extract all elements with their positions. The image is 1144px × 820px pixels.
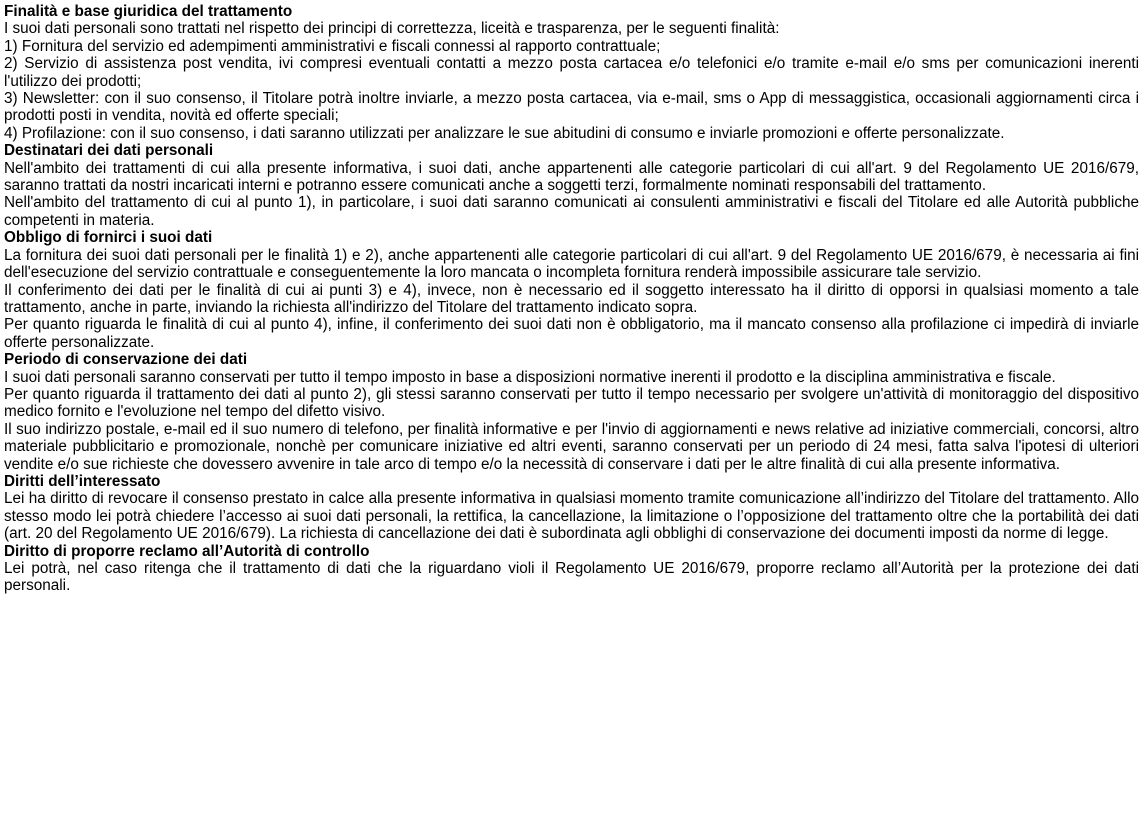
section-heading: Periodo di conservazione dei dati [4,351,248,369]
section-recipients [4,142,1139,229]
section-retention [4,351,1139,473]
paragraph: 3) Newsletter: con il suo consenso, il Titolare potrà inoltre inviarle, a mezzo posta cartacea, via e-mail, sms o App di messaggistica, occasionali aggiornamenti circa i prodotti posti in vendita, novità ed offerte speciali; [4,90,1139,125]
paragraph: Il conferimento dei dati per le finalità di cui ai punti 3) e 4), invece, non è necessario ed il soggetto interessato ha il diritto di opporsi in qualsiasi momento a tale trattamento, anche in parte, inviando la richiesta all'indirizzo del Titolare del trattamento indicato sopra. [4,281,1139,316]
section-heading: Destinatari dei dati personali [4,142,214,160]
section-heading: Finalità e base giuridica del trattamento [4,3,293,20]
section-heading: Diritti dell’interessato [4,472,161,490]
paragraph: 1) Fornitura del servizio ed adempimenti amministrativi e fiscali connessi al rapporto contrattuale; [4,37,661,55]
paragraph: Per quanto riguarda le finalità di cui al punto 4), infine, il conferimento dei suoi dati non è obbligatorio, ma il mancato consenso alla profilazione ci impedirà di inviarle offerte personalizzate. [4,316,1139,351]
paragraph: La fornitura dei suoi dati personali per le finalità 1) e 2), anche appartenenti alle categorie particolari di cui all'art. 9 del Regolamento UE 2016/679, è necessaria ai fini dell'esecuzione del servizio contrattuale e conseguentemente la loro mancata o incompleta fornitura renderà impossibile assicurare tale servizio. [4,246,1139,282]
paragraph: 2) Servizio di assistenza post vendita, ivi compresi eventuali contatti a mezzo posta cartacea e/o telefonici e/o tramite e-mail e/o sms per comunicazioni inerenti l'utilizzo dei prodotti; [4,55,1139,90]
section-obligation [4,229,1139,351]
paragraph: Nell'ambito dei trattamenti di cui alla presente informativa, i suoi dati, anche appartenenti alle categorie particolari di cui all'art. 9 del Regolamento UE 2016/679, saranno trattati da nostri incaricati interni e potranno essere comunicati anche a soggetti terzi, formalmente nominati responsabili del trattamento. [4,159,1139,195]
section-rights [4,473,1139,543]
paragraph: Lei ha diritto di revocare il consenso prestato in calce alla presente informativa in qualsiasi momento tramite comunicazione all’indirizzo del Titolare del trattamento. Allo stesso modo lei potrà chiedere l’accesso ai suoi dati personali, la rettifica, la cancellazione, la limitazione o l’opposizione del trattamento oltre che la portabilità dei dati (art. 20 del Regolamento UE 2016/679). La richiesta di cancellazione dei dati è subordinata agli obblighi di conservazione dei documenti imposti da norme di legge. [4,490,1139,543]
section-heading: Diritto di proporre reclamo all’Autorità di controllo [4,542,370,560]
paragraph: Il suo indirizzo postale, e-mail ed il suo numero di telefono, per finalità informative e per l'invio di aggiornamenti e news relative ad iniziative commerciali, concorsi, altro materiale pubblicitario e promozionale, nonchè per comunicare iniziative ed altri eventi, saranno conservati per un periodo di 24 mesi, fatta salva l'ipotesi di ulteriori vendite e/o sue richieste che dovessero avvenire in tale arco di tempo e/o la necessità di conservare i dati per le altre finalità di cui alla presente informativa. [4,420,1139,473]
paragraph: I suoi dati personali saranno conservati per tutto il tempo imposto in base a disposizioni normative inerenti il prodotto e la disciplina amministrativa e fiscale. [4,368,1056,386]
section-complaint [4,543,1139,595]
section-heading: Obbligo di fornirci i suoi dati [4,229,213,247]
paragraph: I suoi dati personali sono trattati nel rispetto dei principi di correttezza, liceità e trasparenza, per le seguenti finalità: [4,20,780,38]
section-purposes [4,3,1139,142]
paragraph: Lei potrà, nel caso ritenga che il trattamento di dati che la riguardano violi il Regolamento UE 2016/679, proporre reclamo all’Autorità per la protezione dei dati personali. [4,560,1139,595]
paragraph: 4) Profilazione: con il suo consenso, i dati saranno utilizzati per analizzare le sue abitudini di consumo e inviarle promozioni e offerte personalizzate. [4,124,1005,142]
paragraph: Nell'ambito del trattamento di cui al punto 1), in particolare, i suoi dati saranno comunicati ai consulenti amministrativi e fiscali del Titolare ed alle Autorità pubbliche competenti in materia. [4,194,1139,229]
paragraph: Per quanto riguarda il trattamento dei dati al punto 2), gli stessi saranno conservati per tutto il tempo necessario per svolgere un'attività di monitoraggio del dispositivo medico fornito e l'evoluzione nel tempo del difetto visivo. [4,385,1139,421]
